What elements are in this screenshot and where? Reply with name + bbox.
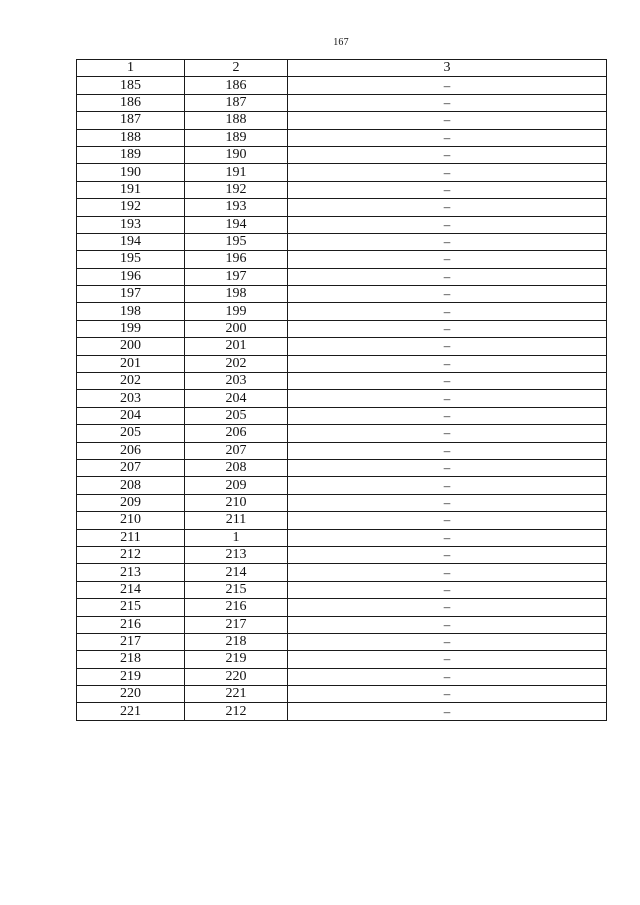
table-row [77, 164, 607, 181]
table-cell-col-3: – [288, 199, 607, 216]
table-cell-col-3: – [288, 686, 607, 703]
table-row [77, 425, 607, 442]
table-cell-col-2: 196 [185, 251, 288, 268]
table-cell-col-2: 209 [185, 477, 288, 494]
table-cell-col-1: 200 [77, 338, 185, 355]
table-cell-col-1: 189 [77, 146, 185, 163]
table-cell-col-1: 213 [77, 564, 185, 581]
table-cell-col-1: 201 [77, 355, 185, 372]
table-cell-col-2: 220 [185, 668, 288, 685]
table-cell-col-1: 197 [77, 286, 185, 303]
table-cell-col-2: 191 [185, 164, 288, 181]
table-row [77, 668, 607, 685]
table-cell-col-2: 219 [185, 651, 288, 668]
table-cell-col-3: – [288, 442, 607, 459]
table-cell-col-3: – [288, 668, 607, 685]
table-row [77, 407, 607, 424]
table-cell-col-2: 189 [185, 129, 288, 146]
table-cell-col-2: 194 [185, 216, 288, 233]
column-header-2: 2 [185, 60, 288, 77]
table-cell-col-1: 208 [77, 477, 185, 494]
table-cell-col-3: – [288, 338, 607, 355]
table-cell-col-3: – [288, 529, 607, 546]
table-cell-col-2: 215 [185, 581, 288, 598]
table-cell-col-2: 202 [185, 355, 288, 372]
table-row [77, 616, 607, 633]
table-cell-col-3: – [288, 651, 607, 668]
table-cell-col-3: – [288, 77, 607, 94]
table-row [77, 77, 607, 94]
table-cell-col-3: – [288, 581, 607, 598]
table-row [77, 268, 607, 285]
table-row [77, 112, 607, 129]
table-cell-col-1: 210 [77, 512, 185, 529]
table-cell-col-2: 203 [185, 373, 288, 390]
table-row [77, 633, 607, 650]
column-header-3: 3 [288, 60, 607, 77]
table-cell-col-2: 217 [185, 616, 288, 633]
table-cell-col-2: 199 [185, 303, 288, 320]
table-cell-col-1: 203 [77, 390, 185, 407]
table-cell-col-2: 207 [185, 442, 288, 459]
table-cell-col-3: – [288, 616, 607, 633]
table-cell-col-3: – [288, 94, 607, 111]
table-cell-col-1: 193 [77, 216, 185, 233]
table-cell-col-2: 212 [185, 703, 288, 720]
table-cell-col-1: 186 [77, 94, 185, 111]
table-cell-col-2: 221 [185, 686, 288, 703]
table-row [77, 94, 607, 111]
table-cell-col-3: – [288, 494, 607, 511]
table-cell-col-1: 221 [77, 703, 185, 720]
page-number-text: 167 [333, 37, 349, 48]
table-cell-col-1: 219 [77, 668, 185, 685]
table-row [77, 199, 607, 216]
table-cell-col-1: 218 [77, 651, 185, 668]
table-row [77, 303, 607, 320]
table-row [77, 216, 607, 233]
table-cell-col-1: 211 [77, 529, 185, 546]
table-cell-col-1: 204 [77, 407, 185, 424]
table-row [77, 373, 607, 390]
table-cell-col-3: – [288, 390, 607, 407]
table-cell-col-1: 191 [77, 181, 185, 198]
table-cell-col-1: 215 [77, 599, 185, 616]
table-row [77, 651, 607, 668]
table-cell-col-3: – [288, 112, 607, 129]
table-row [77, 581, 607, 598]
table-cell-col-3: – [288, 564, 607, 581]
table-row [77, 546, 607, 563]
table-cell-col-3: – [288, 320, 607, 337]
table-cell-col-1: 194 [77, 233, 185, 250]
table-cell-col-1: 216 [77, 616, 185, 633]
table-cell-col-2: 198 [185, 286, 288, 303]
table-cell-col-2: 205 [185, 407, 288, 424]
table-row [77, 146, 607, 163]
table-row [77, 529, 607, 546]
table-cell-col-1: 196 [77, 268, 185, 285]
table-cell-col-3: – [288, 633, 607, 650]
table-cell-col-2: 193 [185, 199, 288, 216]
table-cell-col-1: 190 [77, 164, 185, 181]
table-row [77, 320, 607, 337]
table-cell-col-2: 187 [185, 94, 288, 111]
table-cell-col-2: 216 [185, 599, 288, 616]
table-cell-col-1: 188 [77, 129, 185, 146]
table-cell-col-3: – [288, 407, 607, 424]
table-row [77, 686, 607, 703]
table-cell-col-2: 213 [185, 546, 288, 563]
table-cell-col-2: 206 [185, 425, 288, 442]
table-cell-col-1: 199 [77, 320, 185, 337]
table-cell-col-3: – [288, 129, 607, 146]
column-header-1: 1 [77, 60, 185, 77]
table-cell-col-3: – [288, 251, 607, 268]
table-row [77, 512, 607, 529]
table-cell-col-1: 187 [77, 112, 185, 129]
table-cell-col-3: – [288, 181, 607, 198]
header-row [77, 60, 607, 77]
table-cell-col-2: 218 [185, 633, 288, 650]
table-cell-col-3: – [288, 216, 607, 233]
table-cell-col-3: – [288, 599, 607, 616]
table-cell-col-2: 214 [185, 564, 288, 581]
table-row [77, 251, 607, 268]
table-cell-col-3: – [288, 477, 607, 494]
table-cell-col-1: 198 [77, 303, 185, 320]
table-cell-col-3: – [288, 373, 607, 390]
table-cell-col-1: 192 [77, 199, 185, 216]
table-row [77, 442, 607, 459]
table-cell-col-3: – [288, 546, 607, 563]
table-cell-col-3: – [288, 164, 607, 181]
table-cell-col-3: – [288, 303, 607, 320]
data-table [76, 59, 607, 721]
table-cell-col-2: 204 [185, 390, 288, 407]
table-row [77, 599, 607, 616]
table-cell-col-2: 200 [185, 320, 288, 337]
table-row [77, 390, 607, 407]
table-cell-col-2: 1 [185, 529, 288, 546]
table-cell-col-2: 208 [185, 459, 288, 476]
table-cell-col-1: 185 [77, 77, 185, 94]
table-cell-col-1: 206 [77, 442, 185, 459]
table-row [77, 286, 607, 303]
table-cell-col-2: 192 [185, 181, 288, 198]
table-cell-col-1: 212 [77, 546, 185, 563]
table-cell-col-3: – [288, 425, 607, 442]
table-row [77, 338, 607, 355]
table-cell-col-1: 214 [77, 581, 185, 598]
table-row [77, 703, 607, 720]
page-number [0, 37, 640, 48]
table-cell-col-1: 202 [77, 373, 185, 390]
table-cell-col-3: – [288, 703, 607, 720]
table-cell-col-2: 186 [185, 77, 288, 94]
table-cell-col-3: – [288, 233, 607, 250]
table-cell-col-1: 217 [77, 633, 185, 650]
table-cell-col-2: 210 [185, 494, 288, 511]
table-header [77, 60, 607, 77]
table-row [77, 459, 607, 476]
table-cell-col-1: 207 [77, 459, 185, 476]
table-cell-col-2: 201 [185, 338, 288, 355]
table-cell-col-1: 205 [77, 425, 185, 442]
table-cell-col-3: – [288, 355, 607, 372]
table-row [77, 181, 607, 198]
table-cell-col-2: 211 [185, 512, 288, 529]
table-cell-col-1: 195 [77, 251, 185, 268]
table-body [77, 77, 607, 720]
table-row [77, 233, 607, 250]
table-row [77, 129, 607, 146]
table-cell-col-2: 190 [185, 146, 288, 163]
table-row [77, 477, 607, 494]
table-row [77, 564, 607, 581]
table-cell-col-3: – [288, 268, 607, 285]
table-cell-col-3: – [288, 459, 607, 476]
table-cell-col-3: – [288, 146, 607, 163]
table-cell-col-1: 209 [77, 494, 185, 511]
table-cell-col-2: 197 [185, 268, 288, 285]
table-cell-col-3: – [288, 286, 607, 303]
table-row [77, 494, 607, 511]
table-cell-col-2: 195 [185, 233, 288, 250]
table-cell-col-1: 220 [77, 686, 185, 703]
table-row [77, 355, 607, 372]
table-cell-col-3: – [288, 512, 607, 529]
table-cell-col-2: 188 [185, 112, 288, 129]
